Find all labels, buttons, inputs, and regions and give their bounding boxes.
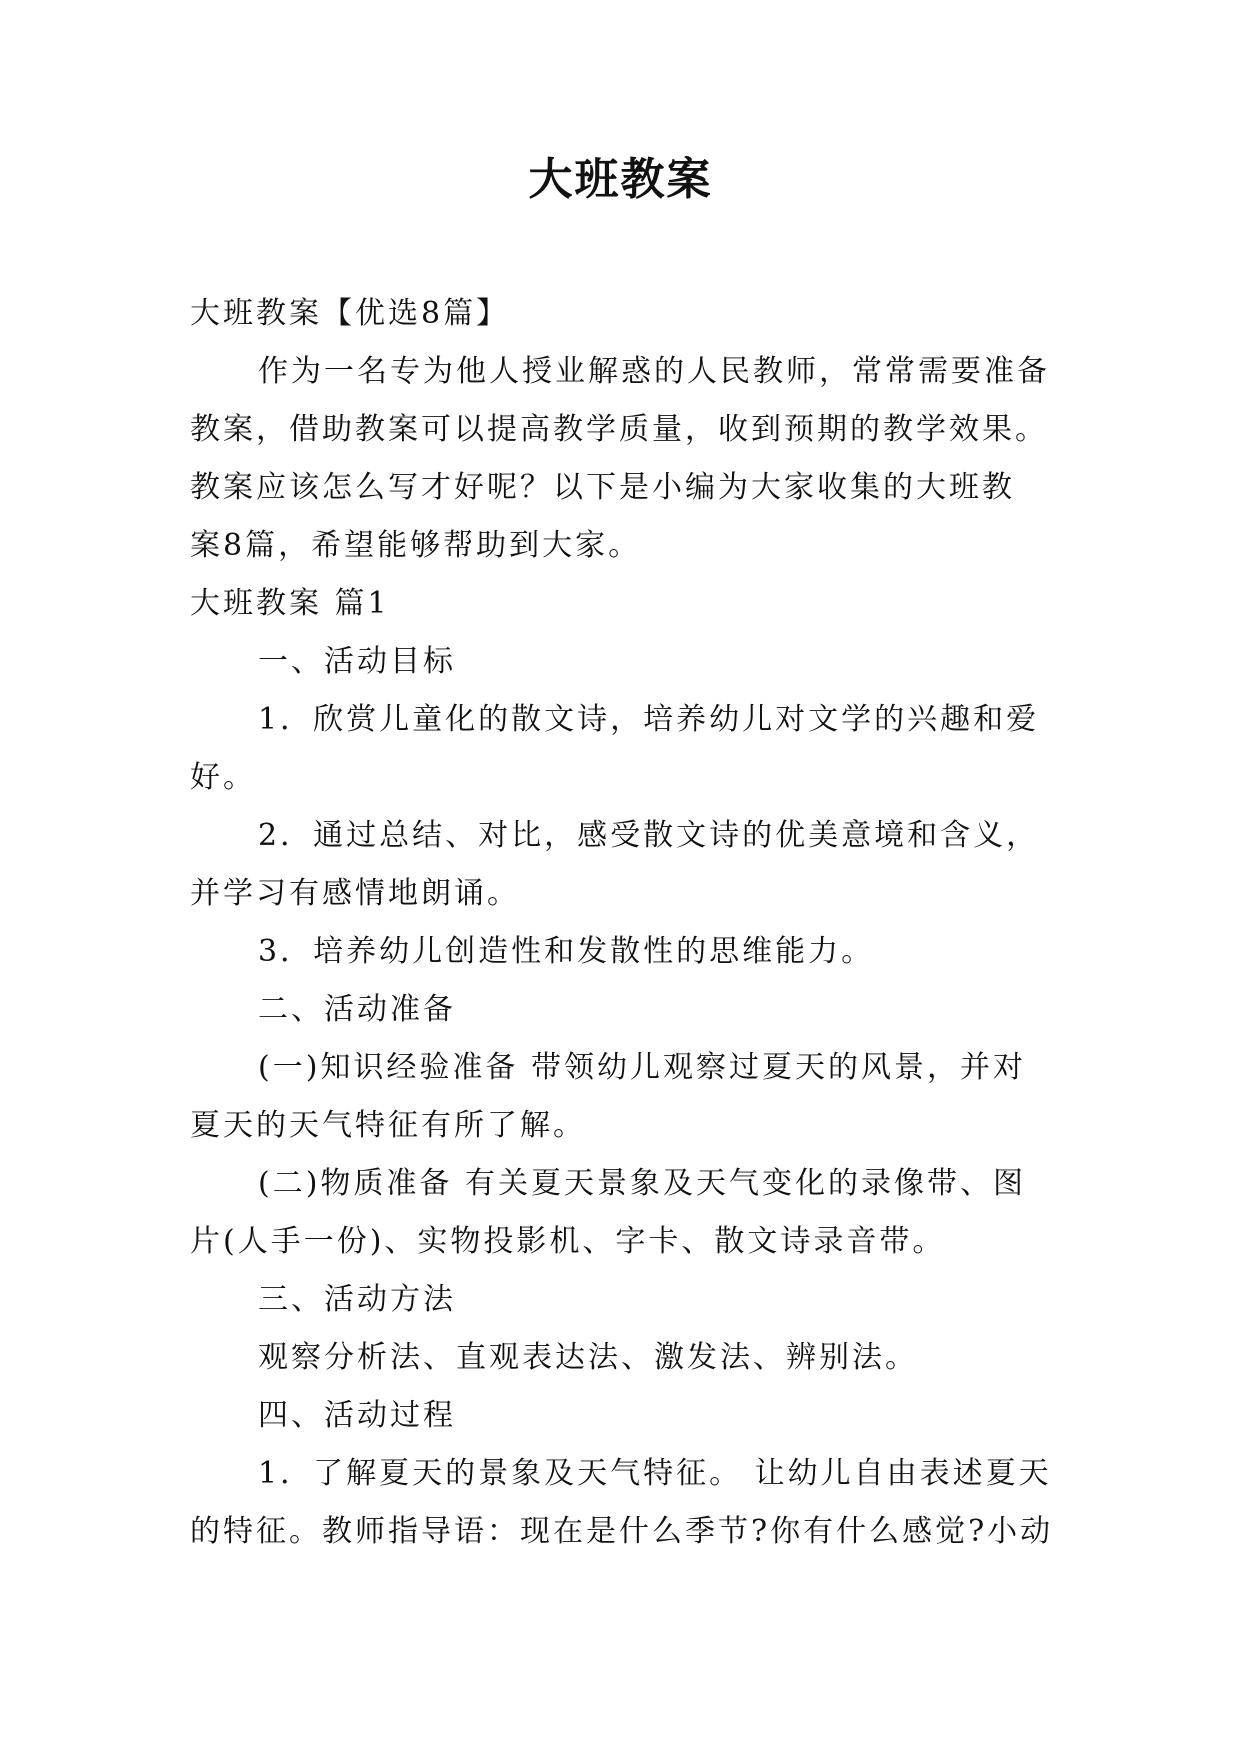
body-line: 教案应该怎么写才好呢？以下是小编为大家收集的大班教 bbox=[190, 470, 1015, 505]
body-line: 夏天的天气特征有所了解。 bbox=[190, 1108, 586, 1143]
body-line: 3．培养幼儿创造性和发散性的思维能力。 bbox=[258, 934, 875, 969]
body-line: 教案，借助教案可以提高教学质量，收到预期的教学效果。 bbox=[190, 412, 1048, 447]
body-line: 二、活动准备 bbox=[258, 992, 456, 1027]
body-line: 四、活动过程 bbox=[258, 1398, 456, 1433]
body-line: (二)物质准备 有关夏天景象及天气变化的录像带、图 bbox=[258, 1166, 1026, 1201]
body-line: 1．了解夏天的景象及天气特征。 让幼儿自由表述夏天 bbox=[258, 1456, 1052, 1491]
body-line: 片(人手一份)、实物投影机、字卡、散文诗录音带。 bbox=[190, 1224, 946, 1259]
body-line: 并学习有感情地朗诵。 bbox=[190, 876, 520, 911]
document-title: 大班教案 bbox=[528, 154, 713, 205]
document-body bbox=[190, 285, 1062, 1561]
body-line: 作为一名专为他人授业解惑的人民教师，常常需要准备 bbox=[258, 354, 1050, 389]
body-line: 1．欣赏儿童化的散文诗，培养幼儿对文学的兴趣和爱 bbox=[258, 702, 1040, 737]
body-line: 的特征。教师指导语：现在是什么季节?你有什么感觉?小动 bbox=[190, 1514, 1054, 1549]
body-line: 三、活动方法 bbox=[258, 1282, 456, 1317]
body-line: 好。 bbox=[190, 760, 256, 795]
body-line: 大班教案 篇1 bbox=[190, 586, 390, 621]
body-line: 观察分析法、直观表达法、激发法、辨别法。 bbox=[258, 1340, 918, 1375]
body-line: 大班教案【优选8篇】 bbox=[190, 296, 510, 331]
body-line: 2．通过总结、对比，感受散文诗的优美意境和含义， bbox=[258, 818, 1040, 853]
body-line: (一)知识经验准备 带领幼儿观察过夏天的风景，并对 bbox=[258, 1050, 1026, 1085]
body-line: 案8篇，希望能够帮助到大家。 bbox=[190, 528, 642, 563]
body-line: 一、活动目标 bbox=[258, 644, 456, 679]
